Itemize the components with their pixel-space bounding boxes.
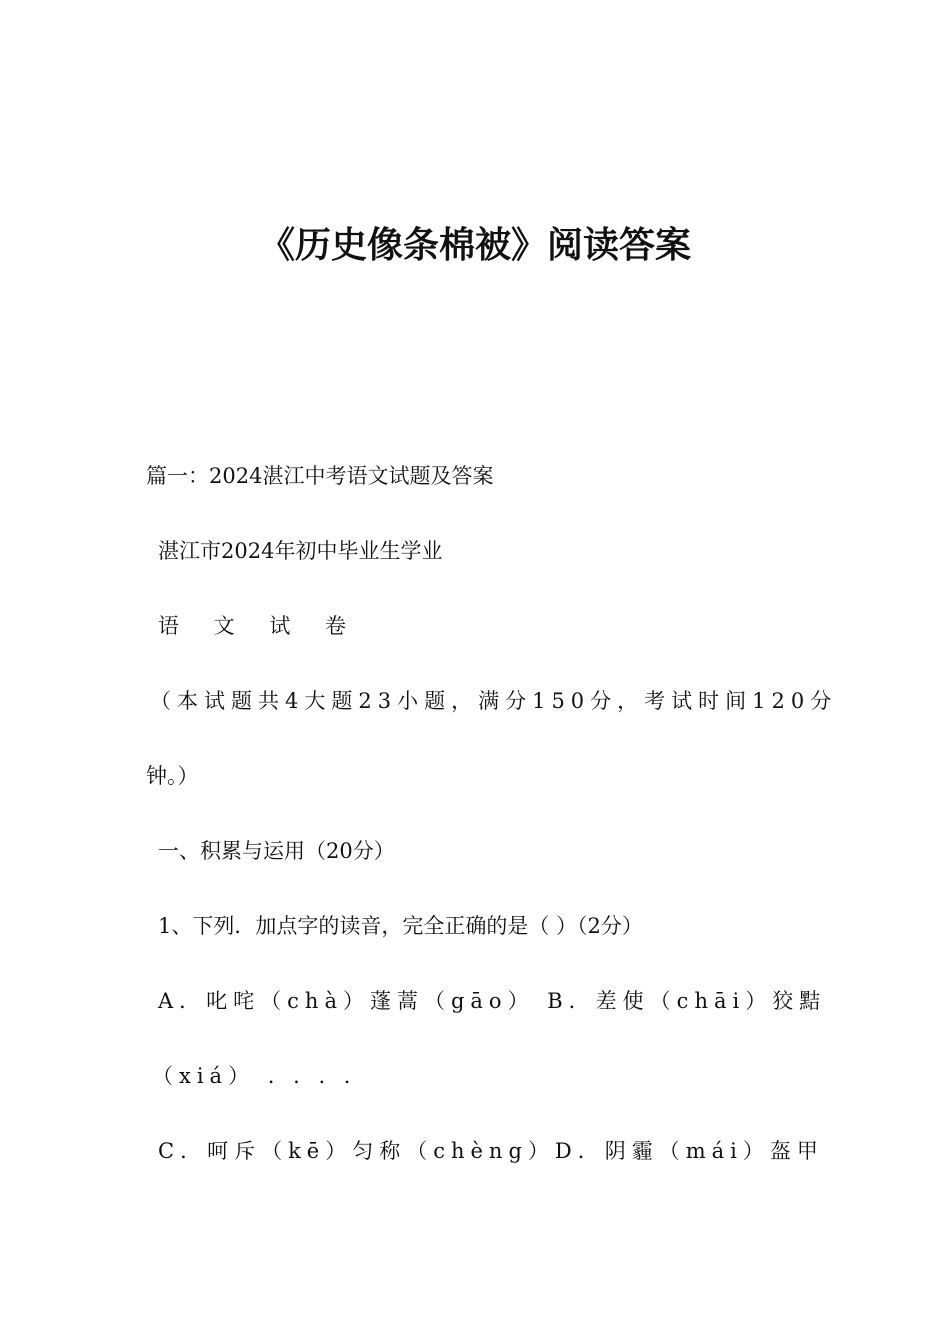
exam-subtitle: 湛江市2024年初中毕业生学业 bbox=[158, 539, 443, 563]
document-title: 《历史像条棉被》阅读答案 bbox=[258, 225, 691, 266]
question-1-options-ab: A．叱咤（chà）蓬蒿（gāo） B．差使（chāi）狡黠 bbox=[158, 989, 827, 1013]
section-heading: 篇一：2024湛江中考语文试题及答案 bbox=[146, 464, 494, 488]
question-1-options-ab-continued: （xiá） . . . . bbox=[152, 1064, 357, 1088]
part-one-heading: 一、积累与运用（20分） bbox=[158, 839, 395, 863]
question-1-options-cd: C．呵斥（kē）匀称（chèng）D．阴霾（mái）盔甲 bbox=[158, 1139, 824, 1163]
question-1: 1、下列．加点字的读音，完全正确的是（ ）（2分） bbox=[158, 914, 643, 938]
exam-instructions: （本试题共4大题23小题，满分150分，考试时间120分 bbox=[150, 689, 838, 713]
exam-name: 语 文 试 卷 bbox=[158, 614, 361, 638]
exam-instructions-continued: 钟。） bbox=[146, 764, 199, 788]
